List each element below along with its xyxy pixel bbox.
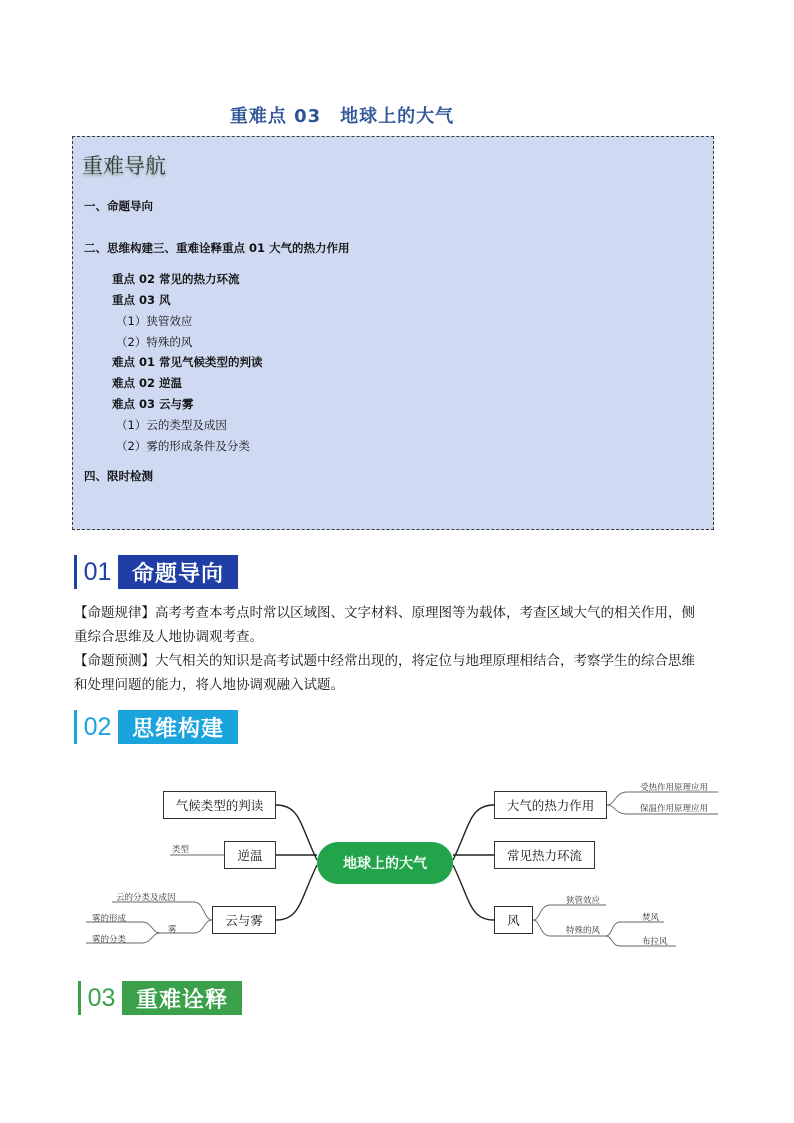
mindmap-node: 大气的热力作用 (494, 791, 607, 819)
mindmap-leaf: 雾的分类 (92, 935, 127, 945)
mindmap-leaf: 保温作用原理应用 (640, 804, 709, 814)
mindmap-center-node: 地球上的大气 (317, 842, 453, 884)
toc-heading: 重难导航 (82, 154, 166, 178)
toc-item: 二、思维构建三、重难诠释重点 01 大气的热力作用 (84, 241, 350, 255)
mindmap-node: 常见热力环流 (494, 841, 595, 869)
toc-item: （1）云的类型及成因 (116, 418, 227, 432)
toc-item: 重点 02 常见的热力环流 (112, 272, 240, 286)
toc-item: 难点 03 云与雾 (112, 397, 194, 411)
mindmap-leaf: 布拉风 (642, 937, 668, 947)
paragraph-rule (74, 601, 722, 697)
toc-item: 难点 02 逆温 (112, 376, 183, 390)
paragraph-line: 重综合思维及人地协调观考查。 (74, 629, 263, 645)
mindmap-node: 云与雾 (212, 906, 276, 934)
mindmap-leaf: 云的分类及成因 (116, 893, 176, 903)
mindmap-leaf: 受热作用原理应用 (640, 783, 709, 793)
toc-item: 重点 03 风 (112, 293, 171, 307)
toc-box (72, 136, 714, 530)
section-label: 命题导向 (118, 555, 238, 589)
section-label: 思维构建 (118, 710, 238, 744)
section-header-02 (74, 710, 238, 744)
paragraph-line: 【命题规律】高考考查本考点时常以区域图、文字材料、原理图等为载体，考查区域大气的相关作用，侧 (74, 605, 695, 621)
section-label: 重难诠释 (122, 981, 242, 1015)
mindmap-leaf: 狭管效应 (566, 896, 601, 906)
toc-item: 难点 01 常见气候类型的判读 (112, 355, 263, 369)
mindmap-node: 气候类型的判读 (163, 791, 276, 819)
mindmap-node: 风 (494, 906, 533, 934)
section-number: 03 (78, 981, 122, 1015)
paragraph-line: 和处理问题的能力，将人地协调观融入试题。 (74, 677, 344, 693)
section-header-01 (74, 555, 238, 589)
toc-item: 一、命题导向 (84, 199, 153, 213)
mindmap-node: 逆温 (224, 841, 276, 869)
toc-item: （2）雾的形成条件及分类 (116, 439, 250, 453)
mindmap-leaf: 雾 (168, 925, 177, 935)
mindmap-leaf: 特殊的风 (566, 926, 601, 936)
toc-item: （2）特殊的风 (116, 335, 193, 349)
section-number: 02 (74, 710, 118, 744)
paragraph-line: 【命题预测】大气相关的知识是高考试题中经常出现的，将定位与地理原理相结合，考察学生的综合思维 (74, 653, 695, 669)
section-number: 01 (74, 555, 118, 589)
mindmap-leaf: 焚风 (642, 913, 660, 923)
section-header-03 (78, 981, 242, 1015)
mindmap-leaf: 雾的形成 (92, 914, 127, 924)
page-title: 重难点 03 地球上的大气 (229, 106, 455, 127)
mindmap-leaf: 类型 (172, 845, 190, 855)
toc-item: （1）狭管效应 (116, 314, 193, 328)
toc-item: 四、限时检测 (84, 469, 153, 483)
